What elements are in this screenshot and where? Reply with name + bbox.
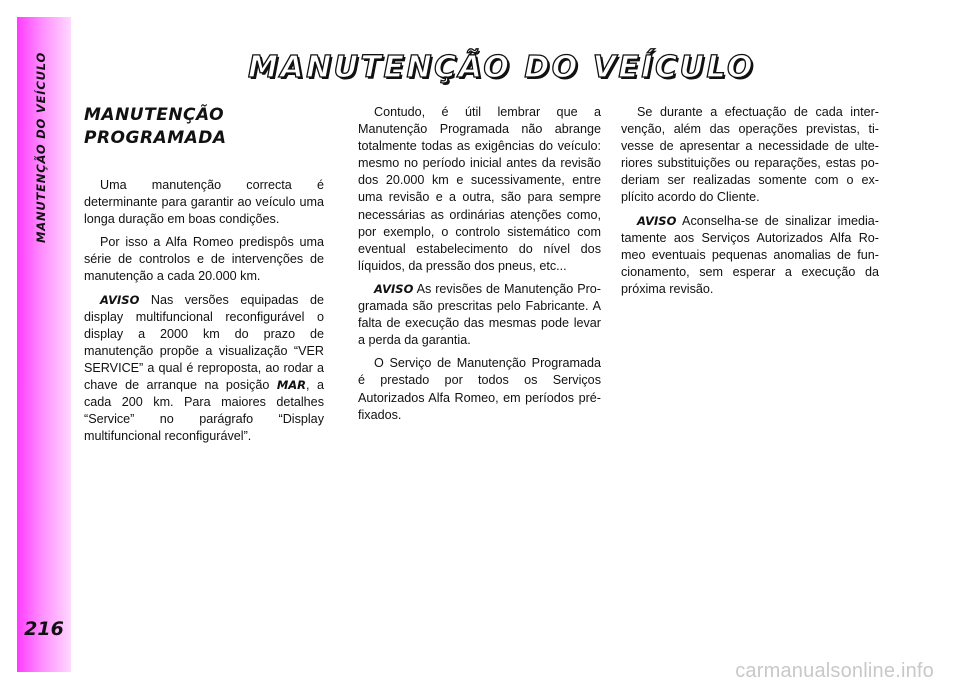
section-heading xyxy=(84,104,324,150)
page-number: 216 xyxy=(24,618,64,640)
section-heading-line-2: PROGRAMADA xyxy=(84,128,227,148)
warning-text: Nas versões equipadas de display multifuncional reconfigurável o display a 2000 km do prazo de manutenção propõe a visualização “VER SERVICE” a qual é reproposta, ao rodar a chave de arranque na posição xyxy=(84,292,324,393)
paragraph: Uma manutenção correcta é determinante para garantir ao veículo uma longa duração em boas condições. xyxy=(84,178,324,227)
text-column-2 xyxy=(358,104,601,430)
warning-paragraph xyxy=(84,292,324,446)
section-side-title: MANUTENÇÃO DO VEÍCULO xyxy=(34,52,48,244)
warning-text: As revisões de Manutenção Programada são prescritas pelo Fabricante. A falta de execução das mesmas pode levar a perda da garantia. xyxy=(358,281,601,348)
warning-label: AVISO xyxy=(100,292,140,307)
page-title: MANUTENÇÃO DO VEÍCULO xyxy=(248,50,756,85)
warning-paragraph xyxy=(621,213,879,298)
text-column-3 xyxy=(621,104,879,304)
paragraph: Contudo, é útil lembrar que a Manutenção Programada não abrange totalmente todas as exigências do veículo: mesmo no período inicial antes da revisão dos 20.000 km e sucessivamente, entre uma revisão e a outra, são para sempre necessárias as ordinárias atenções como, por exemplo, o controlo sistemático com eventual estabelecimento do nível dos líquidos, da pressão dos pneus, etc... xyxy=(358,105,601,273)
warning-label: AVISO xyxy=(374,281,414,296)
watermark-text: carmanualsonline.info xyxy=(735,660,934,682)
warning-text: Aconselha-se de sinalizar imediatamente aos Serviços Autorizados Alfa Romeo eventuais pequenas anomalias de funcionamento, sem esperar a execução da próxima revisão. xyxy=(621,213,879,296)
paragraph: Se durante a efectuação de cada intervenção, além das operações previstas, tivesse de apresentar a necessidade de ulteriores substituições ou reparações, estas poderiam ser realizadas somente com o explícito acordo do Cliente. xyxy=(621,105,879,205)
paragraph: O Serviço de Manutenção Programada é prestado por todos os Serviços Autorizados Alfa Romeo, em períodos pré-fixados. xyxy=(358,356,601,422)
text-column-1 xyxy=(84,104,324,451)
warning-text: , a cada 200 km. Para maiores detalhes “Service” no parágrafo “Display multifuncional reconfigurável”. xyxy=(84,378,324,444)
key-position-label: MAR xyxy=(276,378,307,393)
warning-label: AVISO xyxy=(637,213,677,228)
section-heading-line-1: MANUTENÇÃO xyxy=(84,105,225,125)
paragraph: Por isso a Alfa Romeo predispôs uma série de controlos e de intervenções de manutenção a cada 20.000 km. xyxy=(84,235,324,284)
warning-paragraph xyxy=(358,281,601,349)
